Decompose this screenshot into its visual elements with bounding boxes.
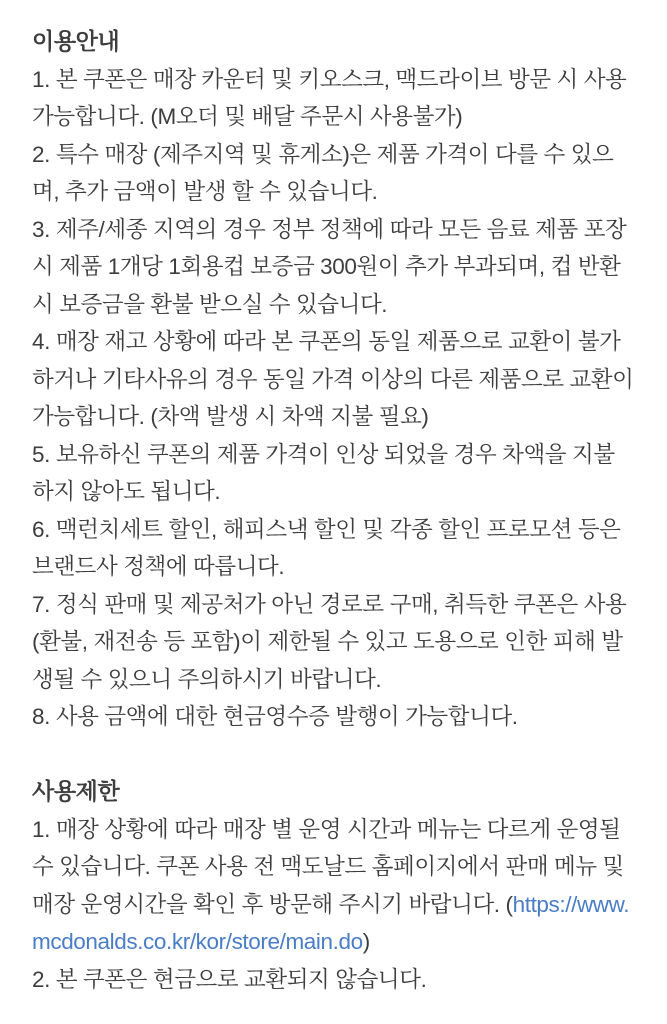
usage-guide-item-5: 5. 보유하신 쿠폰의 제품 가격이 인상 되었을 경우 차액을 지불하지 않아도 됩니다. — [32, 441, 615, 504]
usage-guide-item-1: 1. 본 쿠폰은 매장 카운터 및 키오스크, 맥드라이브 방문 시 사용 가능합니다. (M오더 및 배달 주문시 사용불가) — [32, 66, 627, 129]
usage-guide-item-2: 2. 특수 매장 (제주지역 및 휴게소)은 제품 가격이 다를 수 있으며, 추가 금액이 발생 할 수 있습니다. — [32, 141, 614, 204]
usage-restriction-item-1 — [32, 811, 635, 961]
usage-guide-heading: 이용안내 — [32, 28, 120, 54]
usage-guide-item-8: 8. 사용 금액에 대한 현금영수증 발행이 가능합니다. — [32, 704, 518, 729]
usage-restriction-heading: 사용제한 — [32, 778, 120, 804]
usage-restriction-section — [32, 773, 635, 998]
usage-guide-section — [32, 23, 635, 736]
store-homepage-link[interactable]: https://www.mcdonalds.co.kr/kor/store/main.do — [32, 891, 630, 954]
usage-guide-item-4: 4. 매장 재고 상황에 따라 본 쿠폰의 동일 제품으로 교환이 불가하거나 기타사유의 경우 동일 가격 이상의 다른 제품으로 교환이 가능합니다. (차액 발생 시 차액 지불 필요) — [32, 329, 634, 429]
usage-guide-item-7: 7. 정식 판매 및 제공처가 아닌 경로로 구매, 취득한 쿠폰은 사용(환불, 재전송 등 포함)이 제한될 수 있고 도용으로 인한 피해 발생될 수 있으니 주의하시기 바랍니다. — [32, 591, 627, 692]
usage-restriction-item-2: 2. 본 쿠폰은 현금으로 교환되지 않습니다. — [32, 966, 427, 992]
restriction-item-1-closing-paren: ) — [362, 929, 370, 954]
restriction-item-1-text: 1. 매장 상황에 따라 매장 별 운영 시간과 메뉴는 다르게 운영될 수 있습니다. 쿠폰 사용 전 맥도날드 홈페이지에서 판매 메뉴 및 매장 운영시간을 확인 후 방문해 주시기 바랍니다. ( — [32, 816, 624, 917]
usage-guide-item-6: 6. 맥런치세트 할인, 해피스낵 할인 및 각종 할인 프로모션 등은 브랜드사 정책에 따릅니다. — [32, 516, 621, 579]
usage-guide-item-3: 3. 제주/세종 지역의 경우 정부 정책에 따라 모든 음료 제품 포장 시 제품 1개당 1회용컵 보증금 300원이 추가 부과되며, 컵 반환 시 보증금을 환불 받으실 수 있습니다. — [32, 216, 627, 317]
